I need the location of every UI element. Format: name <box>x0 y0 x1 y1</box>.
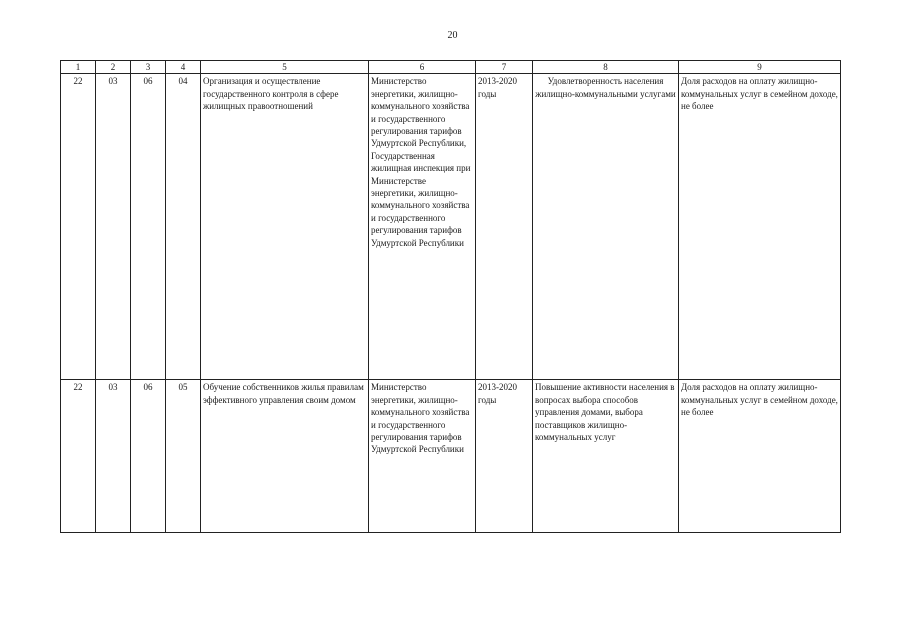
header-row <box>61 61 841 74</box>
target-indicator: Доля расходов на оплату жилищно-коммунальных услуг в семейном доходе, не более <box>679 74 841 380</box>
col-header-2: 2 <box>96 61 131 74</box>
page-number: 20 <box>447 30 458 41</box>
code-gp: 22 <box>61 380 96 533</box>
code-om: 06 <box>131 74 166 380</box>
expected-result: Удовлетворенность населения жилищно-коммунальными услугами <box>533 74 679 380</box>
code-m: 04 <box>166 74 201 380</box>
code-m: 05 <box>166 380 201 533</box>
program-table <box>60 60 841 533</box>
col-header-9: 9 <box>679 61 841 74</box>
period: 2013-2020 годы <box>476 380 533 533</box>
table-row <box>61 380 841 533</box>
measure-name: Организация и осуществление государственного контроля в сфере жилищных правоотношений <box>201 74 369 380</box>
executor: Министерство энергетики, жилищно-коммунального хозяйства и государственного регулирования тарифов Удмуртской Республики, Государственная жилищная инспекция при Министерстве энергетики, жилищно-коммунального хозяйства и государственного регулирования тарифов Удмуртской Республики <box>369 74 476 380</box>
expected-result: Повышение активности населения в вопросах выбора способов управления домами, выбора поставщиков жилищно-коммунальных услуг <box>533 380 679 533</box>
measure-name: Обучение собственников жилья правилам эффективного управления своим домом <box>201 380 369 533</box>
code-gp: 22 <box>61 74 96 380</box>
col-header-1: 1 <box>61 61 96 74</box>
executor: Министерство энергетики, жилищно-коммунального хозяйства и государственного регулирования тарифов Удмуртской Республики <box>369 380 476 533</box>
table-row <box>61 74 841 380</box>
col-header-6: 6 <box>369 61 476 74</box>
target-indicator: Доля расходов на оплату жилищно-коммунальных услуг в семейном доходе, не более <box>679 380 841 533</box>
col-header-3: 3 <box>131 61 166 74</box>
code-om: 06 <box>131 380 166 533</box>
code-pp: 03 <box>96 380 131 533</box>
period: 2013-2020 годы <box>476 74 533 380</box>
col-header-8: 8 <box>533 61 679 74</box>
code-pp: 03 <box>96 74 131 380</box>
col-header-5: 5 <box>201 61 369 74</box>
col-header-7: 7 <box>476 61 533 74</box>
col-header-4: 4 <box>166 61 201 74</box>
